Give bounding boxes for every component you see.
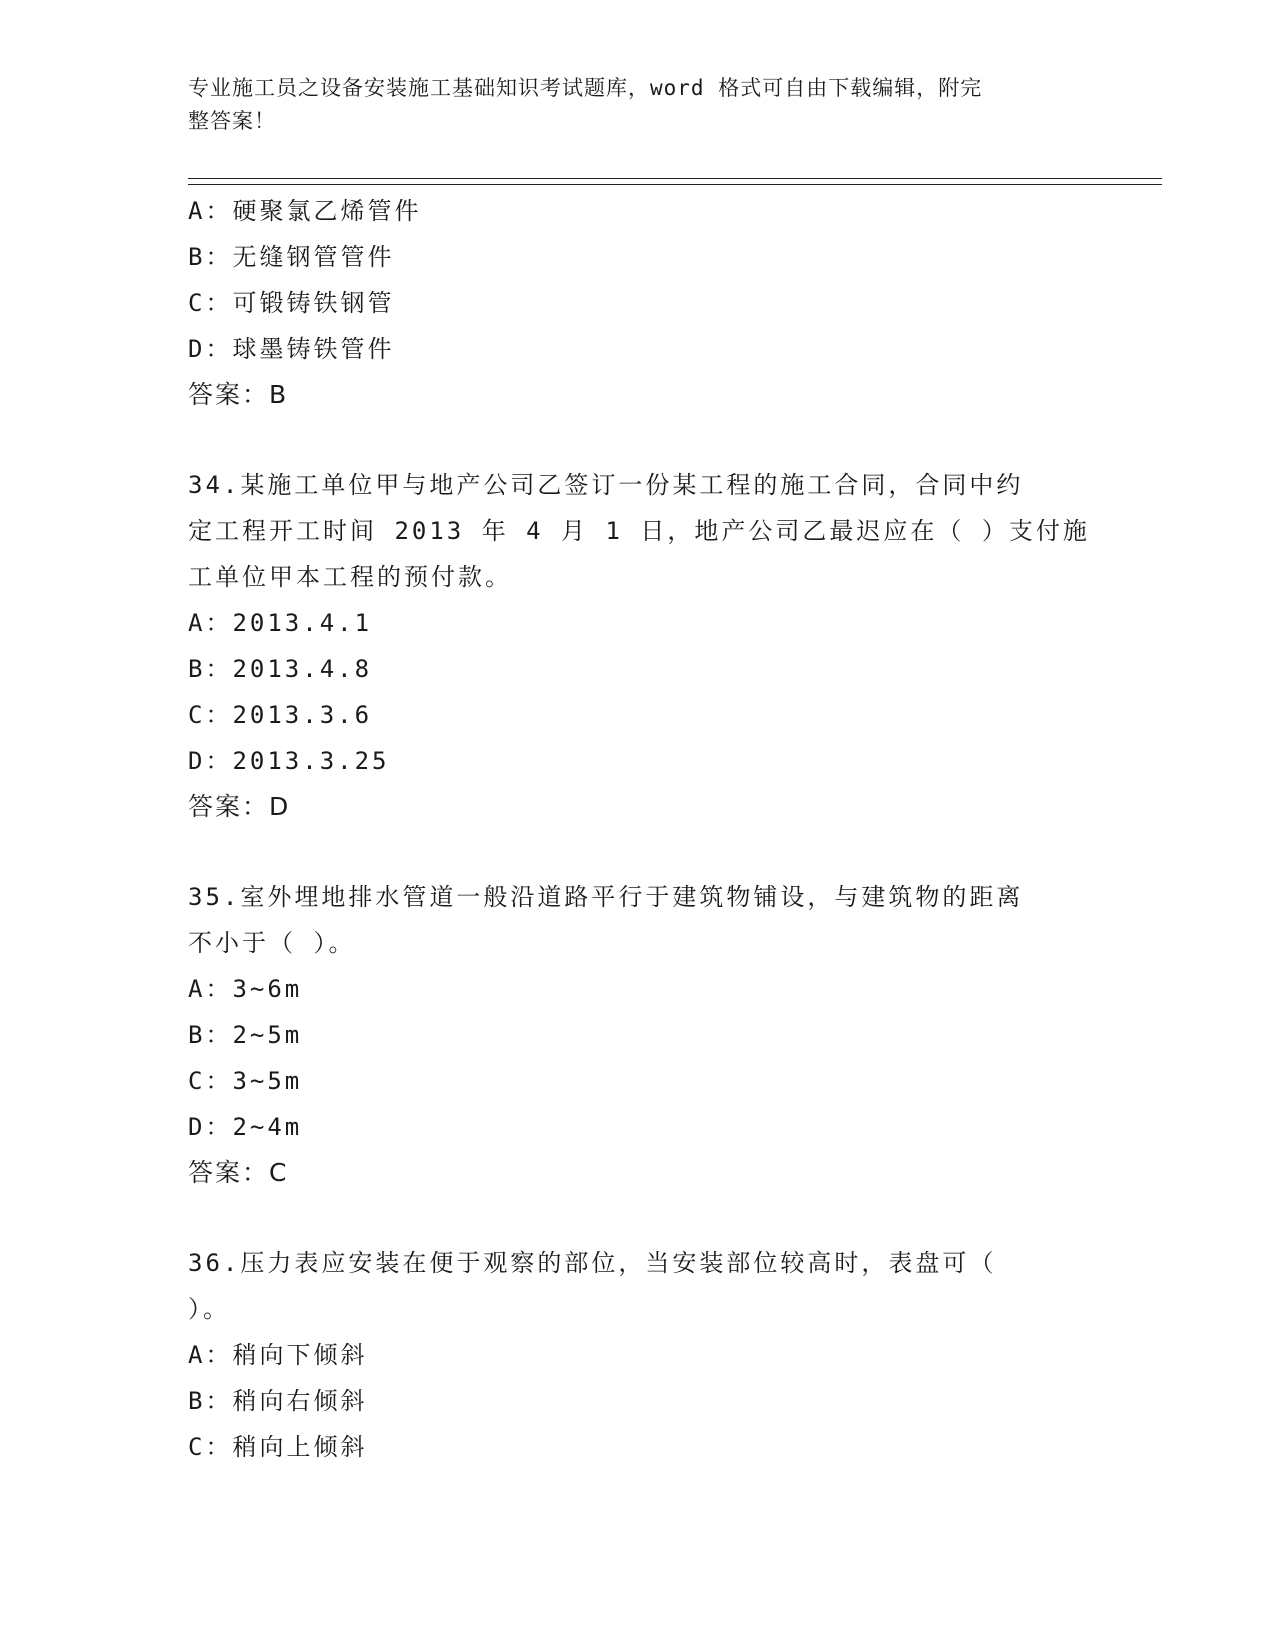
option-b: B：稍向右倾斜 <box>188 1387 368 1415</box>
question-text-line: 36.压力表应安装在便于观察的部位，当安装部位较高时，表盘可（ <box>188 1249 997 1277</box>
header-divider-bottom <box>188 184 1162 185</box>
header-line-2: 整答案！ <box>188 109 276 133</box>
question-36 <box>188 1240 1088 1470</box>
question-33 <box>188 188 1088 418</box>
option-b: B：2~5m <box>188 1021 303 1049</box>
option-d: D：球墨铸铁管件 <box>188 335 395 363</box>
answer: 答案：B <box>188 380 289 409</box>
option-c: C：2013.3.6 <box>188 701 373 729</box>
document-header <box>188 72 1088 138</box>
question-34 <box>188 462 1088 830</box>
option-b: B：无缝钢管管件 <box>188 243 395 271</box>
question-content <box>188 188 1088 1470</box>
answer: 答案：C <box>188 1158 289 1187</box>
question-text-line: ）。 <box>188 1295 230 1323</box>
question-text-line: 35.室外埋地排水管道一般沿道路平行于建筑物铺设，与建筑物的距离 <box>188 883 1024 911</box>
option-c: C：可锻铸铁钢管 <box>188 289 395 317</box>
question-text-line: 定工程开工时间 2013 年 4 月 1 日，地产公司乙最迟应在（ ）支付施 <box>188 517 1090 545</box>
answer: 答案：D <box>188 792 291 821</box>
question-text-line: 不小于（ ）。 <box>188 929 356 957</box>
question-text-line: 34.某施工单位甲与地产公司乙签订一份某工程的施工合同，合同中约 <box>188 471 1024 499</box>
option-c: C：3~5m <box>188 1067 303 1095</box>
header-divider-top <box>188 178 1162 179</box>
option-b: B：2013.4.8 <box>188 655 373 683</box>
option-d: D：2~4m <box>188 1113 303 1141</box>
option-a: A：硬聚氯乙烯管件 <box>188 197 422 225</box>
option-a: A：3~6m <box>188 975 303 1003</box>
option-d: D：2013.3.25 <box>188 747 390 775</box>
question-text-line: 工单位甲本工程的预付款。 <box>188 563 512 591</box>
question-35 <box>188 874 1088 1196</box>
header-line-1: 专业施工员之设备安装施工基础知识考试题库，word 格式可自由下载编辑，附完 <box>188 76 983 100</box>
option-c: C：稍向上倾斜 <box>188 1433 368 1461</box>
option-a: A：稍向下倾斜 <box>188 1341 368 1369</box>
option-a: A：2013.4.1 <box>188 609 373 637</box>
